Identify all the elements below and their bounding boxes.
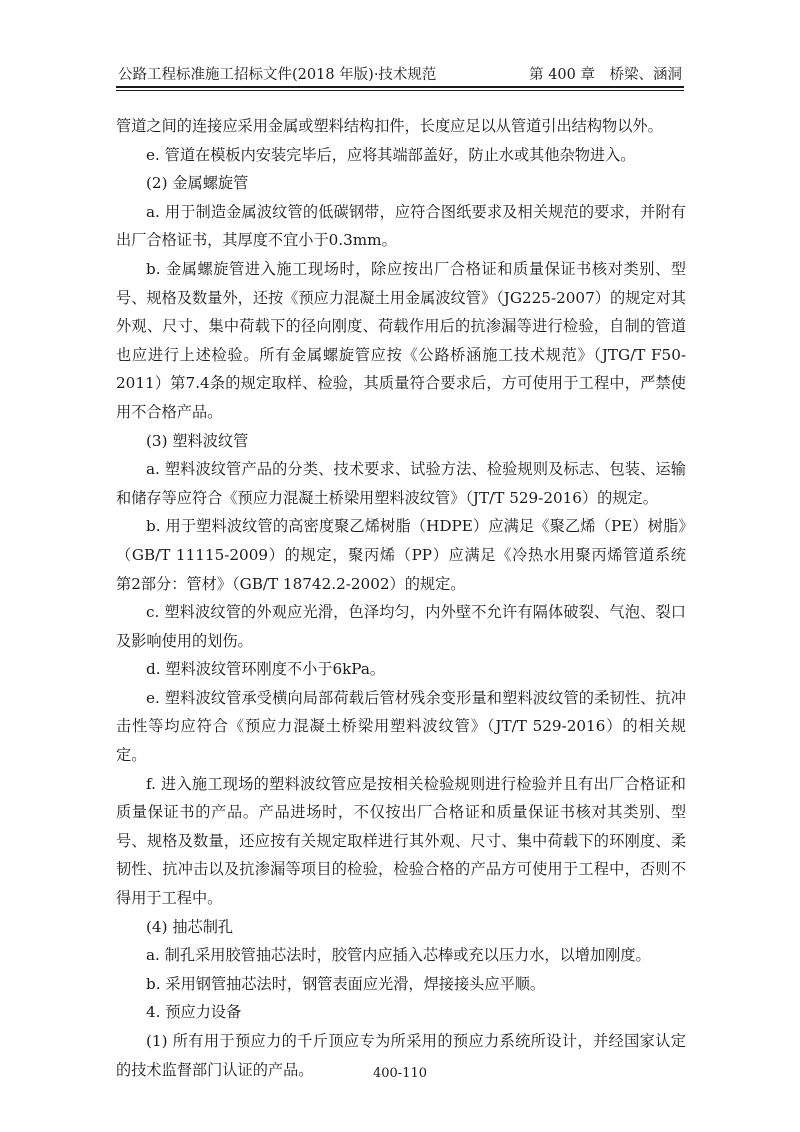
paragraph: e. 塑料波纹管承受横向局部荷载后管材残余变形量和塑料波纹管的柔韧性、抗冲击性等均应符合《预应力混凝土桥梁用塑料波纹管》（JT/T 529-2016）的相关规定。 (116, 688, 686, 765)
header-document-title: 公路工程标准施工招标文件(2018 年版)·技术规范 (118, 67, 437, 83)
paragraph: f. 进入施工现场的塑料波纹管应是按相关检验规则进行检验并且有出厂合格证和质量保证书的产品。产品进场时，不仅按出厂合格证和质量保证书核对其类别、型号、规格及数量，还应按有关规定取样进行其外观、尺寸、集中荷载下的环刚度、柔韧性、抗冲击以及抗渗漏等项目的检验，检验合格的产品方可使用于工程中，否则不得用于工程中。 (116, 774, 686, 908)
paragraph: (2) 金属螺旋管 (146, 174, 249, 193)
paragraph: 4. 预应力设备 (146, 1003, 242, 1022)
paragraph: a. 塑料波纹管产品的分类、技术要求、试验方法、检验规则及标志、包装、运输和储存等应符合《预应力混凝土桥梁用塑料波纹管》（JT/T 529-2016）的规定。 (116, 460, 686, 507)
paragraph: d. 塑料波纹管环刚度不小于6kPa。 (146, 660, 386, 679)
paragraph: c. 塑料波纹管的外观应光滑，色泽均匀，内外壁不允许有隔体破裂、气泡、裂口及影响使用的划伤。 (116, 603, 686, 650)
header-rule-thick (116, 86, 684, 88)
paragraph: (3) 塑料波纹管 (146, 431, 249, 450)
paragraph: (4) 抽芯制孔 (146, 917, 234, 936)
page-header (118, 58, 682, 84)
paragraph: 管道之间的连接应采用金属或塑料结构扣件，长度应足以从管道引出结构物以外。 (116, 117, 663, 135)
paragraph: (1) 所有用于预应力的千斤顶应专为所采用的预应力系统所设计，并经国家认定的技术监督部门认证的产品。 (116, 1032, 686, 1079)
paragraph: a. 制孔采用胶管抽芯法时，胶管内应插入芯棒或充以压力水，以增加刚度。 (146, 946, 651, 965)
paragraph: b. 用于塑料波纹管的高密度聚乙烯树脂（HDPE）应满足《聚乙烯（PE）树脂》（GB/T 11115-2009）的规定，聚丙烯（PP）应满足《冷热水用聚丙烯管道系统 第2部分：管材》（GB/T 18742.2-2002）的规定。 (116, 517, 702, 593)
paragraph: b. 金属螺旋管进入施工现场时，除应按出厂合格证和质量保证书核对类别、型号、规格及数量外，还按《预应力混凝土用金属波纹管》（JG225-2007）的规定对其外观、尺寸、集中荷载下的径向刚度、荷载作用后的抗渗漏等进行检验，自制的管道也应进行上述检验。所有金属螺旋管应按《公路桥涵施工技术规范》（JTG/T F50-2011）第7.4条的规定取样、检验，其质量符合要求后，方可使用于工程中，严禁使用不合格产品。 (116, 259, 686, 421)
paragraph: e. 管道在模板内安装完毕后，应将其端部盖好，防止水或其他杂物进入。 (146, 145, 636, 164)
paragraph: b. 采用钢管抽芯法时，钢管表面应光滑，焊接接头应平顺。 (146, 974, 546, 993)
header-chapter-title: 第 400 章 桥梁、涵洞 (529, 67, 682, 83)
page-number: 400-110 (372, 1066, 428, 1081)
body-text (116, 112, 702, 1084)
header-rule-thin (116, 90, 684, 91)
paragraph: a. 用于制造金属波纹管的低碳钢带，应符合图纸要求及相关规范的要求，并附有出厂合格证书，其厚度不宜小于0.3mm。 (116, 202, 686, 250)
